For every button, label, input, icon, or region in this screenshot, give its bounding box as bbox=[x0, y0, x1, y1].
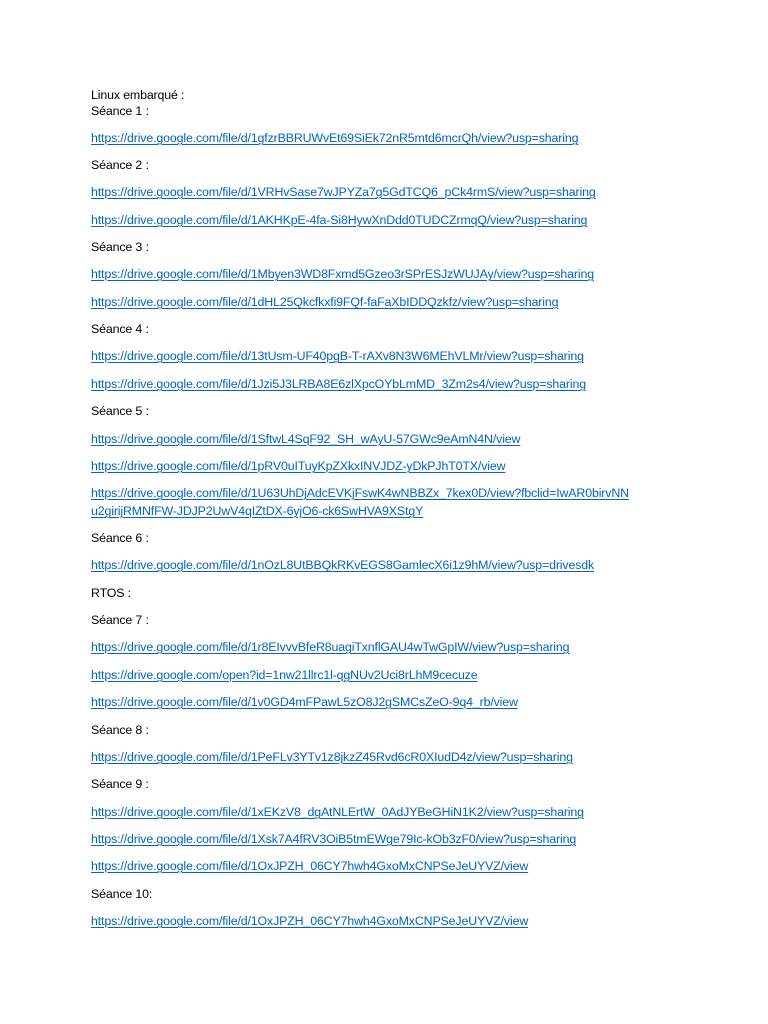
session-5-heading: Séance 5 : bbox=[91, 404, 149, 418]
session-10-link-1[interactable]: https://drive.google.com/file/d/1OxJPZH_06CY7hwh4GxoMxCNPSeJeUYVZ/view bbox=[91, 914, 529, 928]
session-2-heading: Séance 2 : bbox=[91, 158, 149, 172]
session-3-link-2[interactable]: https://drive.google.com/file/d/1dHL25Qkcfkxfi9FQf-faFaXbIDDQzkfz/view?usp=sharing bbox=[91, 295, 559, 309]
session-4-link-2[interactable]: https://drive.google.com/file/d/1Jzi5J3LRBA8E6zlXpcOYbLmMD_3Zm2s4/view?usp=sharing bbox=[91, 377, 586, 391]
session-7-link-3[interactable]: https://drive.google.com/file/d/1v0GD4mFPawL5zO8J2gSMCsZeO-9q4_rb/view bbox=[91, 695, 518, 709]
section-title-rtos: RTOS : bbox=[91, 586, 131, 600]
session-5-link-1[interactable]: https://drive.google.com/file/d/1SftwL4SqF92_SH_wAyU-57GWc9eAmN4N/view bbox=[91, 432, 521, 446]
session-6-link-1[interactable]: https://drive.google.com/file/d/1nOzL8UtBBQkRKvEGS8GamlecX6i1z9hM/view?usp=drivesdk bbox=[91, 558, 595, 572]
session-8-link-1[interactable]: https://drive.google.com/file/d/1PeFLv3YTv1z8jkzZ45Rvd6cR0XIudD4z/view?usp=sharing bbox=[91, 750, 573, 764]
session-3-link-1[interactable]: https://drive.google.com/file/d/1Mbyen3WD8Fxmd5Gzeo3rSPrESJzWUJAy/view?usp=sharing bbox=[91, 267, 594, 281]
session-7-link-1[interactable]: https://drive.google.com/file/d/1r8EIvvvBfeR8uagiTxnflGAU4wTwGpIW/view?usp=sharing bbox=[91, 640, 570, 654]
session-5-link-3[interactable]: https://drive.google.com/file/d/1U63UhDjAdcEVKjFswK4wNBBZx_7kex0D/view?fbclid=IwAR0birvNN bbox=[91, 486, 629, 500]
session-7-link-2[interactable]: https://drive.google.com/open?id=1nw21llrc1l-qgNUv2Uci8rLhM9cecuze bbox=[91, 668, 478, 682]
session-2-link-2[interactable]: https://drive.google.com/file/d/1AKHKpE-4fa-Si8HywXnDdd0TUDCZrmqQ/view?usp=sharing bbox=[91, 213, 588, 227]
session-5-link-2[interactable]: https://drive.google.com/file/d/1pRV0uITuyKpZXkxINVJDZ-yDkPJhT0TX/view bbox=[91, 459, 506, 473]
session-9-heading: Séance 9 : bbox=[91, 777, 149, 791]
session-6-heading: Séance 6 : bbox=[91, 531, 149, 545]
session-8-heading: Séance 8 : bbox=[91, 723, 149, 737]
session-9-link-3[interactable]: https://drive.google.com/file/d/1OxJPZH_06CY7hwh4GxoMxCNPSeJeUYVZ/view bbox=[91, 859, 529, 873]
session-4-link-1[interactable]: https://drive.google.com/file/d/13tUsm-UF40pgB-T-rAXv8N3W6MEhVLMr/view?usp=sharing bbox=[91, 349, 584, 363]
session-7-heading: Séance 7 : bbox=[91, 613, 149, 627]
session-9-link-1[interactable]: https://drive.google.com/file/d/1xEKzV8_dgAtNLErtW_0AdJYBeGHiN1K2/view?usp=sharing bbox=[91, 805, 584, 819]
session-10-heading: Séance 10: bbox=[91, 887, 153, 901]
session-5-link-3-continued[interactable]: u2girijRMNfFW-JDJP2UwV4qIZtDX-6yjO6-ck6SwHVA9XStgY bbox=[91, 504, 424, 518]
section-title-linux: Linux embarqué : bbox=[91, 88, 185, 102]
session-4-heading: Séance 4 : bbox=[91, 322, 149, 336]
session-1-link-1[interactable]: https://drive.google.com/file/d/1gfzrBBRUWvEt69SiEk72nR5mtd6mcrQh/view?usp=sharing bbox=[91, 131, 579, 145]
session-2-link-1[interactable]: https://drive.google.com/file/d/1VRHvSase7wJPYZa7g5GdTCQ6_pCk4rmS/view?usp=sharing bbox=[91, 185, 596, 199]
session-3-heading: Séance 3 : bbox=[91, 240, 149, 254]
session-9-link-2[interactable]: https://drive.google.com/file/d/1Xsk7A4fRV3OiB5tmEWge79Ic-kOb3zF0/view?usp=sharing bbox=[91, 832, 577, 846]
session-1-heading: Séance 1 : bbox=[91, 104, 149, 118]
